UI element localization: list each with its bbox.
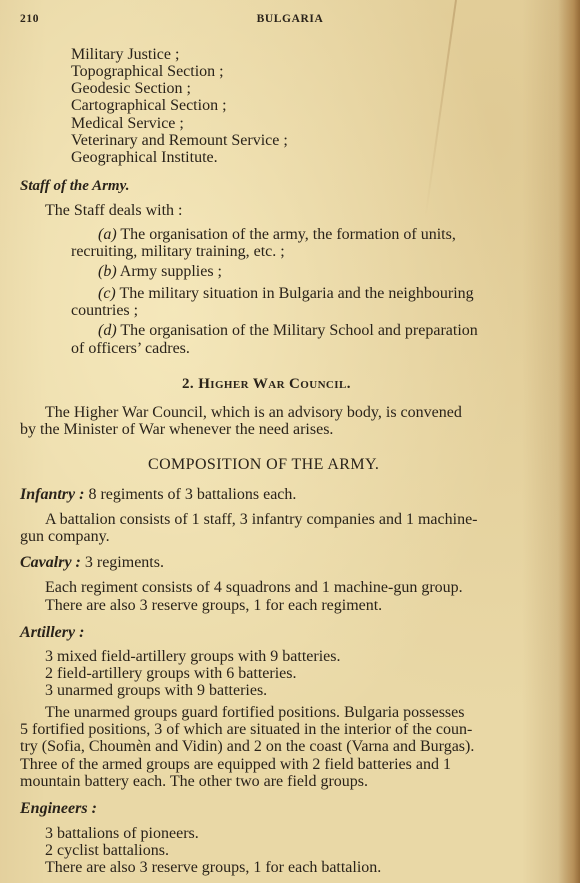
page-header bbox=[20, 13, 560, 31]
staff-item-c-cont: countries ; bbox=[71, 302, 139, 319]
infantry-detail: gun company. bbox=[20, 528, 110, 545]
artillery-item: 3 unarmed groups with 9 batteries. bbox=[45, 682, 268, 699]
artillery-label: Artillery : bbox=[20, 624, 85, 641]
artillery-item: 3 mixed field-artillery groups with 9 batteries. bbox=[45, 648, 341, 665]
engineers-item: 2 cyclist battalions. bbox=[45, 842, 169, 859]
staff-item-a-cont: recruiting, military training, etc. ; bbox=[71, 243, 285, 260]
artillery-para: The unarmed groups guard fortified positions. Bulgaria possesses bbox=[45, 704, 465, 721]
staff-heading: Staff of the Army. bbox=[20, 178, 130, 194]
infantry-label: Infantry : bbox=[20, 486, 85, 503]
item-label: (c) bbox=[98, 285, 116, 302]
engineers-label: Engineers : bbox=[20, 800, 97, 817]
engineers-item: 3 battalions of pioneers. bbox=[45, 825, 199, 842]
cavalry-detail: Each regiment consists of 4 squadrons and 1 machine-gun group. bbox=[45, 579, 463, 596]
item-text: The military situation in Bulgaria and the neighbouring bbox=[119, 285, 474, 302]
staff-item-a bbox=[98, 226, 456, 244]
item-text: Army supplies ; bbox=[119, 263, 222, 280]
infantry-detail: A battalion consists of 1 staff, 3 infantry companies and 1 machine- bbox=[45, 511, 478, 528]
council-text: by the Minister of War whenever the need arises. bbox=[20, 421, 334, 438]
list-item: Military Justice ; bbox=[71, 46, 180, 63]
cavalry-entry bbox=[20, 554, 164, 572]
council-heading: 2. Higher War Council. bbox=[182, 376, 351, 392]
cavalry-text: 3 regiments. bbox=[84, 554, 164, 571]
item-label: (a) bbox=[98, 226, 117, 243]
item-label: (b) bbox=[98, 263, 117, 280]
list-item: Cartographical Section ; bbox=[71, 97, 227, 114]
staff-item-d bbox=[98, 322, 478, 340]
council-text: The Higher War Council, which is an advisory body, is convened bbox=[45, 404, 462, 421]
item-label: (d) bbox=[98, 322, 117, 339]
staff-intro: The Staff deals with : bbox=[45, 202, 183, 219]
cavalry-label: Cavalry : bbox=[20, 554, 81, 571]
artillery-para: try (Sofia, Choumèn and Vidin) and 2 on the coast (Varna and Burgas). bbox=[20, 738, 475, 755]
engineers-item: There are also 3 reserve groups, 1 for each battalion. bbox=[45, 859, 382, 876]
artillery-para: mountain battery each. The other two are field groups. bbox=[20, 773, 369, 790]
paper-crease bbox=[424, 0, 457, 218]
artillery-para: Three of the armed groups are equipped with 2 field batteries and 1 bbox=[20, 756, 451, 773]
staff-item-d-cont: of officers’ cadres. bbox=[71, 340, 190, 357]
cavalry-detail: There are also 3 reserve groups, 1 for each regiment. bbox=[45, 597, 383, 614]
staff-item-c bbox=[98, 285, 474, 303]
list-item: Veterinary and Remount Service ; bbox=[71, 132, 288, 149]
item-text: The organisation of the army, the formation of units, bbox=[120, 226, 456, 243]
list-item: Geodesic Section ; bbox=[71, 80, 191, 97]
staff-item-b bbox=[98, 263, 222, 281]
page-number: 210 bbox=[20, 13, 40, 25]
list-item: Geographical Institute. bbox=[71, 149, 218, 166]
item-text: The organisation of the Military School and preparation bbox=[120, 322, 478, 339]
artillery-item: 2 field-artillery groups with 6 batteries. bbox=[45, 665, 297, 682]
artillery-para: 5 fortified positions, 3 of which are situated in the interior of the coun- bbox=[20, 721, 473, 738]
infantry-entry bbox=[20, 486, 296, 504]
running-head: BULGARIA bbox=[256, 13, 324, 25]
composition-heading: COMPOSITION OF THE ARMY. bbox=[148, 456, 380, 473]
list-item: Topographical Section ; bbox=[71, 63, 224, 80]
page-edge-shadow bbox=[558, 0, 580, 883]
infantry-text: 8 regiments of 3 battalions each. bbox=[88, 486, 297, 503]
list-item: Medical Service ; bbox=[71, 115, 184, 132]
